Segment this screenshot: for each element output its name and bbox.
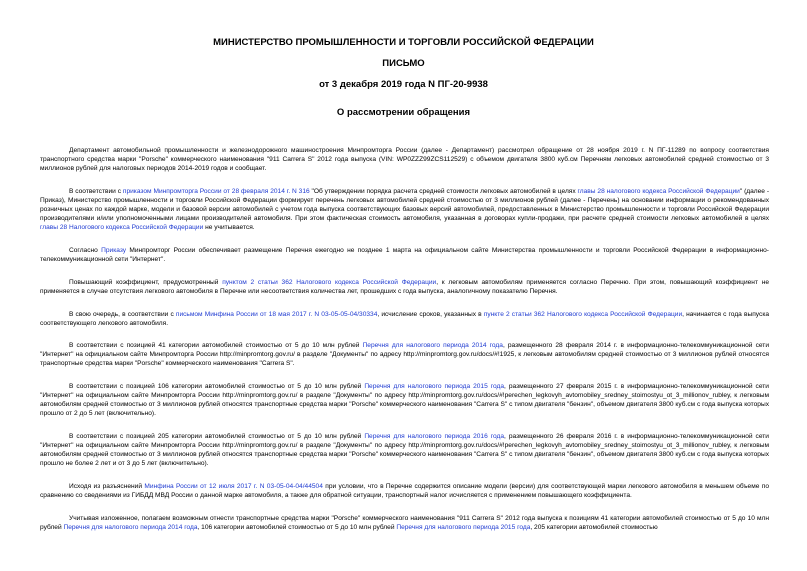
paragraph-text: , 205 категории автомобилей стоимостью [530, 523, 658, 531]
document-link[interactable]: Минфина России от 12 июля 2017 г. N 03-05-04-04/44504 [144, 483, 323, 491]
paragraph-text: Повышающий коэффициент, предусмотренный [69, 278, 223, 286]
paragraph-text: , размещенного 26 февраля 2016 г. в информационно-телекоммуникационной сети "Интернет" на официальном сайте Минпромторга России http://minpromtorg.gov.ru/ в разделе "Документы" по адресу http://minpromtorg.gov.ru/docs/#!perechen_legkovyh_avtomobiley_sredney_stoimostyu_ot_3_millionov_rubley, к легковым автомобилям средней стоимостью от 3 миллионов рублей относятся транспортные средства марки "Porsche" коммерческого наименования "Carrera S" с типом двигателя "бензин", объемом двигателя 3800 куб.см с года выпуска которых прошло не более 2 лет и от 3 до 5 лет (включительно). [40, 433, 769, 468]
document-link[interactable]: Перечня для налогового периода 2015 года [396, 523, 531, 531]
paragraph-text: В свою очередь, в соответствии с [69, 310, 176, 318]
paragraph-text: "Об утверждении порядка расчета средней стоимости легковых автомобилей в целях [309, 187, 578, 195]
document-link[interactable]: пунктом 2 статьи 362 Налогового кодекса Российской Федерации [222, 278, 437, 286]
paragraph-text: В соответствии с позицией 41 категории автомобилей стоимостью от 5 до 10 млн рублей [69, 342, 363, 350]
document-date-number: от 3 декабря 2019 года N ПГ-20-9938 [319, 79, 488, 90]
paragraph-text: , исчисление сроков, указанных в [377, 310, 484, 318]
paragraph [40, 187, 769, 232]
paragraph-text: , размещенного 28 февраля 2014 г. в информационно-телекоммуникационной сети "Интернет" на официальном сайте Минпромторга России http://minpromtorg.gov.ru/ в разделе "Документы" по адресу http://minpromtorg.gov.ru/docs/#!1925, к легковым автомобилям средней стоимостью от 3 миллионов рублей относятся транспортные средства марки "Porsche" коммерческого наименования "Carrera S". [40, 342, 770, 368]
paragraph [40, 341, 769, 368]
paragraph-text: , начинается с года выпуска соответствующего легкового автомобиля. [40, 310, 770, 327]
paragraph-text: В соответствии с позицией 205 категории автомобилей стоимостью от 5 до 10 млн рублей [69, 433, 365, 441]
paragraph [40, 482, 769, 500]
ministry-heading: МИНИСТЕРСТВО ПРОМЫШЛЕННОСТИ И ТОРГОВЛИ РОССИЙСКОЙ ФЕДЕРАЦИИ [213, 37, 594, 48]
document-link[interactable]: письмом Минфина России от 18 мая 2017 г. N 03-05-05-04/30334 [175, 310, 378, 318]
paragraph [40, 146, 769, 173]
paragraph [40, 278, 769, 296]
paragraph [40, 382, 769, 418]
paragraph [40, 514, 769, 532]
paragraph-text: , к легковым автомобилям применяется согласно Перечню. При этом, повышающий коэффициент не применяется в случае отсутствия легкового автомобиля в Перечне или несоответствия количества лет, прошедших с года выпуска, аналогичному показателю Перечня. [40, 278, 769, 295]
paragraph [40, 310, 769, 328]
document-link[interactable]: Перечня для налогового периода 2015 года [364, 383, 505, 391]
paragraph-text: Учитывая изложенное, полагаем возможным отнести транспортные средства марки "Porsche" коммерческого наименования "911 Carrera S" 2012 года выпуска к позициям 41 категории автомобилей стоимостью от 5 до 10 млн рублей [40, 514, 769, 531]
paragraph-text: В соответствии с позицией 106 категории автомобилей стоимостью от 5 до 10 млн рублей [69, 383, 365, 391]
document-link[interactable]: главы 28 налогового кодекса Российской Федерации [577, 187, 740, 195]
document-type: ПИСЬМО [382, 58, 425, 69]
document-link[interactable]: главы 28 Налогового кодекса Российской Федерации [40, 224, 204, 232]
paragraph-text: " (далее - Приказ), Министерство промышленности и торговли Российской Федерации формирует перечень легковых автомобилей средней стоимостью от 3 миллионов рублей (далее - Перечень) на основании информации о рекомендованных розничных ценах по каждой марке, модели и базовой версии автомобилей с учетом года выпуска соответствующих базовых версий автомобилей, предоставленных в Министерство промышленности и торговли Российской Федерации производителями и/или уполномоченными лицами производителей автомобиля. При этом фактическая стоимость автомобиля, указанная в договорах купли-продажи, при расчете средней стоимости легковых автомобилей в целях [40, 187, 770, 223]
paragraph-text: , 106 категории автомобилей стоимостью от 5 до 10 млн рублей [197, 523, 397, 531]
paragraph-text: Департамент автомобильной промышленности и железнодорожного машиностроения Минпромторга России (далее - Департамент) рассмотрел обращение от 28 ноября 2019 г. N ПГ-11289 по вопросу соответствия транспортного средства марки "Porsche" коммерческого наименования "911 Carrera S" 2012 года выпуска (VIN: WP0ZZZ99ZCS112529) с объемом двигателя 3800 куб.см Перечням легковых автомобилей средней стоимостью от 3 миллионов рублей для налоговых периодов 2014-2019 годов и сообщает. [40, 147, 769, 173]
letter-body [40, 146, 769, 546]
document-link[interactable]: Приказу [101, 246, 127, 254]
document-link[interactable]: Перечня для налогового периода 2014 года [362, 342, 503, 350]
document-link[interactable]: приказом Минпромторга России от 28 февраля 2014 г. N 316 [122, 187, 310, 195]
paragraph [40, 432, 769, 468]
paragraph-text: Минпромторг России обеспечивает размещение Перечня ежегодно не позднее 1 марта на официальном сайте Министерства промышленности и торговли Российской Федерации в информационно-телекоммуникационной сети "Интернет". [40, 246, 769, 264]
document-link[interactable]: пункте 2 статьи 362 Налогового кодекса Российской Федерации [483, 310, 683, 318]
paragraph-text: Согласно [69, 246, 102, 254]
paragraph-text: , размещенного 27 февраля 2015 г. в информационно-телекоммуникационной сети "Интернет" на официальном сайте Минпромторга России http://minpromtorg.gov.ru/ в разделе "Документы" по адресу http://minpromtorg.gov.ru/docs/#!perechen_legkovyh_avtomobiley_sredney_stoimostyu_ot_3_millionov_rubley, к легковым автомобилям средней стоимостью от 3 миллионов рублей относятся транспортные средства марки "Porsche" коммерческого наименования "Carrera S" с типом двигателя "бензин", объемом двигателя 3800 куб.см с года выпуска которых прошло от 2 до 5 лет (включительно). [40, 383, 769, 418]
paragraph-text: В соответствии с [69, 187, 123, 195]
paragraph-text: не учитывается. [203, 224, 255, 232]
paragraph [40, 246, 769, 264]
document-link[interactable]: Перечня для налогового периода 2014 года [63, 523, 198, 531]
document-link[interactable]: Перечня для налогового периода 2016 года [364, 433, 505, 441]
paragraph-text: при условии, что в Перечне содержится описание модели (версии) для соответствующей марки легкового автомобиля в меньшем объеме по сравнению со сведениями из ГИБДД МВД России о данной марке автомобиля, а также для обратной ситуации, транспортный налог исчисляется с применением повышающего коэффициента. [40, 483, 770, 500]
document-subject: О рассмотрении обращения [336, 107, 471, 118]
paragraph-text: Исходя из разъяснений [69, 483, 145, 491]
